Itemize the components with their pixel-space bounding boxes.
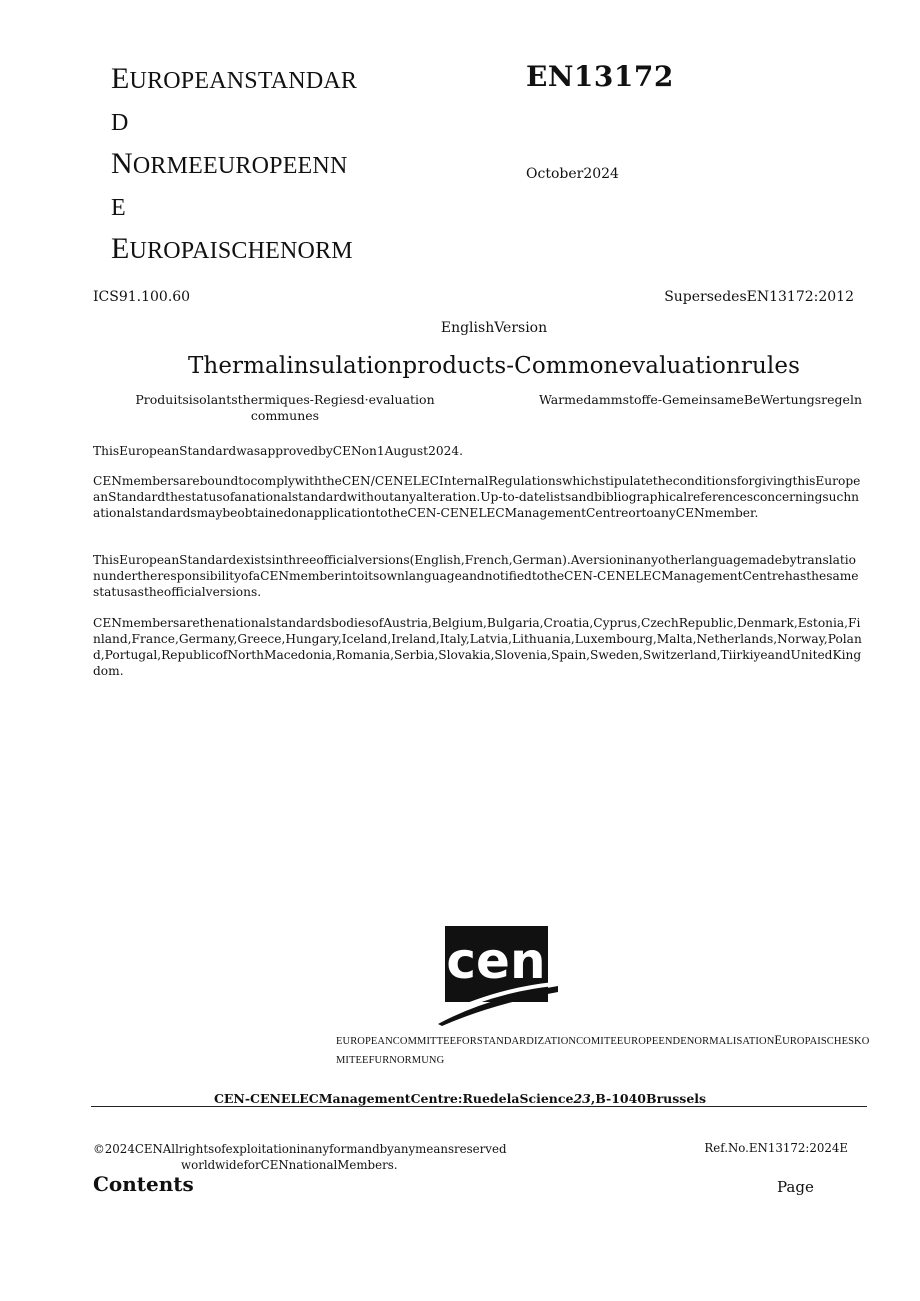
logo-text: cen <box>446 932 546 990</box>
copyright-line1: ©2024CENAllrightsofexploitationinanyformandbyanymeansreserved <box>93 1142 507 1156</box>
name-rest: ORMEEUROPEENN <box>132 153 348 179</box>
committee-cap: E <box>774 1033 783 1047</box>
name-initial: E <box>111 62 130 95</box>
cen-logo <box>436 926 560 1026</box>
reference-number: Ref.No.EN13172:2024E <box>704 1141 848 1155</box>
copyright-line2: worldwideforCENnationalMembers. <box>181 1158 398 1172</box>
standard-name-french <box>111 143 411 229</box>
mgmt-number: 23 <box>573 1091 591 1106</box>
name-wrap: E <box>111 195 126 221</box>
committee-part2: UROPAISCHESKOMITEEFURNORMUNG <box>336 1036 870 1066</box>
name-rest: UROPAISCHENORM <box>129 238 353 264</box>
committee-names <box>336 1031 871 1070</box>
name-initial: N <box>111 147 133 180</box>
standard-name-german <box>111 228 411 272</box>
compliance-paragraph: CENmembersareboundtocomplywiththeCEN/CENELECInternalRegulationswhichstipulatetheconditionsforgivingthisEuropeanStandardthestatusofanationalstandardwithoutanyalteration.Up-to-datelistsandbibliographicalreferencesconcerningsuchnationalstandardsmaybeobtainedonapplicationtotheCEN-CENELECManagementCentreortoanyCENmember. <box>93 474 861 520</box>
document-title-french: Produitsisolantsthermiques-Regiesd·evaluation communes <box>135 392 435 423</box>
supersedes-note: SupersedesEN13172:2012 <box>664 289 854 305</box>
publication-date: October2024 <box>526 166 619 182</box>
name-wrap: D <box>111 110 129 136</box>
document-title: Thermalinsulationproducts-Commonevaluationrules <box>187 353 800 379</box>
mgmt-suffix: ,B-1040Brussels <box>590 1091 707 1106</box>
page-column-label: Page <box>777 1178 814 1196</box>
contents-heading: Contents <box>93 1172 194 1196</box>
committee-part1: EUROPEANCOMMITTEEFORSTANDARDIZATIONCOMITEEUROPEENDENORMALISATION <box>336 1036 775 1047</box>
divider-line <box>91 1106 867 1107</box>
language-version: EnglishVersion <box>440 320 548 336</box>
ics-code: ICS91.100.60 <box>93 289 191 305</box>
copyright-notice <box>93 1141 507 1173</box>
approval-paragraph: ThisEuropeanStandardwasapprovedbyCENon1August2024. <box>93 444 463 458</box>
management-centre-address <box>0 1091 920 1106</box>
name-rest: UROPEANSTANDAR <box>129 68 358 94</box>
mgmt-prefix: CEN-CENELECManagementCentre:RuedelaScience <box>213 1091 574 1106</box>
standard-number: EN13172 <box>526 60 674 93</box>
document-title-german: Warmedammstoffe-GemeinsameBeWertungsregeln <box>538 392 862 407</box>
standard-name-english <box>111 58 411 144</box>
name-initial: E <box>111 232 130 265</box>
versions-paragraph: ThisEuropeanStandardexistsinthreeofficialversions(English,French,German).AversioninanyotherlanguagemadebytranslationundertheresponsibilityofaCENmemberintoitsownlanguageandnotifiedtotheCEN-CENELECManagementCentrehasthesamestatusastheofficialversions. <box>93 553 859 599</box>
members-paragraph: CENmembersarethenationalstandardsbodiesofAustria,Belgium,Bulgaria,Croatia,Cyprus,CzechRepublic,Denmark,Estonia,Finland,France,Germany,Greece,Hungary,Iceland,Ireland,Italy,Latvia,Lithuania,Luxembourg,Malta,Netherlands,Norway,Poland,Portugal,RepublicofNorthMacedonia,Romania,Serbia,Slovakia,Slovenia,Spain,Sweden,Switzerland,TiirkiyeandUnitedKingdom. <box>93 616 862 678</box>
